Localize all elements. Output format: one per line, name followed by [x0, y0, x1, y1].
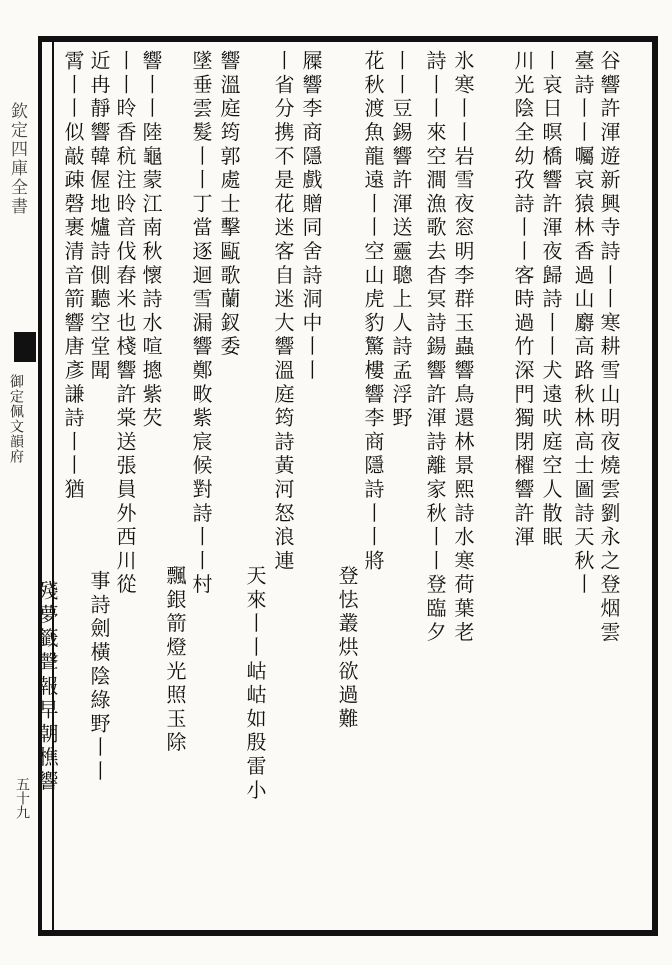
text-column: 事詩劍橫陰綠野丨丨 — [87, 570, 111, 785]
text-column: 花秋渡魚龍遠丨丨空山虎豹驚樓響李商隱詩丨丨將 — [361, 50, 385, 574]
fish-tail-mark — [14, 332, 36, 362]
text-column: 川光陰全幼孜詩丨丨客時過竹深門獨閉櫂響許渾 — [511, 50, 535, 550]
margin-title: 欽定四庫全書 — [7, 102, 27, 216]
frame-right-border — [652, 36, 658, 936]
text-column: 殘夢籤聲報早朝樵響 — [35, 580, 59, 795]
text-column: 氷寒丨丨岩雪夜窓明李群玉蟲響鳥還林景熙詩水寒荷葉老 — [451, 50, 475, 645]
text-column: 近冉靜響韓偓地爐詩側聽空堂聞 — [87, 50, 111, 384]
text-column: 詩丨丨來空澗漁歌去杳冥詩鍚響許渾詩離家秋丨丨登臨夕 — [423, 50, 447, 645]
page-margin — [0, 42, 38, 930]
text-column: 響溫庭筠郭處士擊甌歌蘭釵委 — [217, 50, 241, 360]
text-column: 丨丨豆錫響許渾送靈聰上人詩孟浮野 — [389, 50, 413, 431]
inner-left-rule — [52, 42, 54, 930]
frame-left-border — [38, 36, 42, 936]
text-column: 丨省分携不是花迷客自迷大響溫庭筠詩黃河怒浪連 — [271, 50, 295, 574]
frame-bottom-border — [38, 930, 658, 936]
text-column: 丨丨昤香秔注昤音伐舂米也棧響許棠送張員外西川從 — [113, 50, 137, 598]
text-column: 響丨丨陸龜蒙江南秋懷詩水喧摠紫芡 — [139, 50, 163, 431]
text-column: 霄丨丨似敲疎磬裹清音箭響唐彥謙詩丨丨猶 — [61, 50, 85, 503]
text-column: 丨哀日暝橋響許渾夜歸詩丨丨犬遠吠庭空人散眠 — [539, 50, 563, 550]
text-column: 飄銀箭燈光照玉除 — [163, 565, 187, 756]
text-column: 屧響李商隱戲贈同舍詩洞中丨丨 — [299, 50, 323, 384]
frame-top-border — [38, 36, 658, 42]
text-column: 天來丨丨岵岵如殷雷小 — [243, 565, 267, 803]
text-column: 谷響許渾遊新興寺詩丨丨寒耕雪山明夜燒雲劉永之登烟雲 — [597, 50, 621, 645]
text-column: 墜垂雲髮丨丨丁當逐迴雪漏響鄭畋紫宸候對詩丨丨村 — [189, 50, 213, 598]
margin-book-title: 御定佩文韻府 — [8, 374, 24, 464]
margin-page-number: 五十九 — [14, 777, 30, 819]
text-column: 臺詩丨丨囑哀猿林香過山麝高路秋林高士圖詩天秋丨 — [571, 50, 595, 598]
text-column: 登怯叢烘欲過難 — [335, 565, 359, 732]
